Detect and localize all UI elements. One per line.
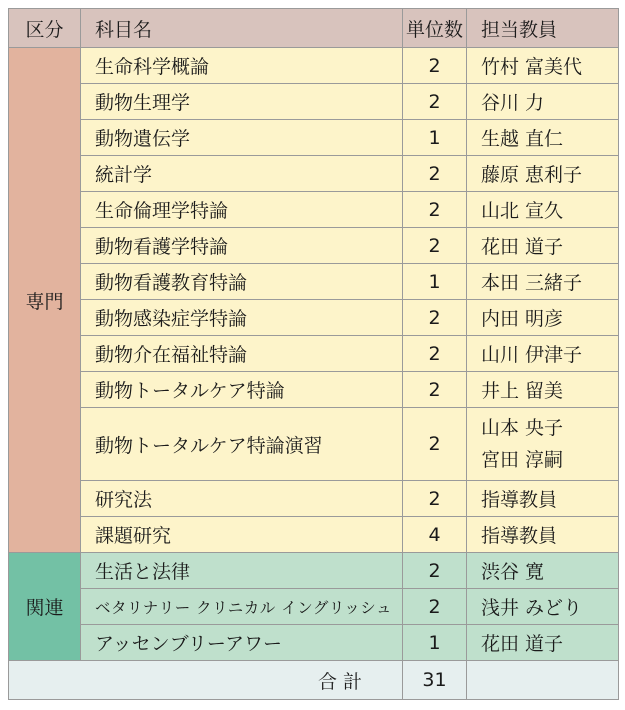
teacher-cell: 生越 直仁 (467, 120, 619, 156)
units-cell: 2 (403, 336, 467, 372)
total-row (9, 661, 619, 700)
table-row (9, 84, 619, 120)
teacher-cell: 渋谷 寛 (467, 553, 619, 589)
units-cell: 2 (403, 408, 467, 481)
teacher-cell: 藤原 恵利子 (467, 156, 619, 192)
total-label: 合計 (9, 661, 403, 700)
subject-cell: アッセンブリーアワー (81, 625, 403, 661)
subject-cell: 動物トータルケア特論 (81, 372, 403, 408)
teacher-cell: 花田 道子 (467, 228, 619, 264)
subject-cell: 生命倫理学特論 (81, 192, 403, 228)
units-cell: 2 (403, 192, 467, 228)
units-cell: 2 (403, 481, 467, 517)
header-subject: 科目名 (81, 9, 403, 48)
subject-cell: 動物介在福祉特論 (81, 336, 403, 372)
units-cell: 2 (403, 553, 467, 589)
units-cell: 1 (403, 264, 467, 300)
subject-cell: 研究法 (81, 481, 403, 517)
subject-cell: ベタリナリー クリニカル イングリッシュ (81, 589, 403, 625)
table-row (9, 336, 619, 372)
table-row (9, 589, 619, 625)
teacher-cell: 内田 明彦 (467, 300, 619, 336)
units-cell: 1 (403, 120, 467, 156)
table-row (9, 481, 619, 517)
teacher-cell: 井上 留美 (467, 372, 619, 408)
subject-cell: 動物感染症学特論 (81, 300, 403, 336)
units-cell: 2 (403, 48, 467, 84)
table-row (9, 408, 619, 481)
teacher-cell: 山川 伊津子 (467, 336, 619, 372)
header-category: 区分 (9, 9, 81, 48)
table-row (9, 372, 619, 408)
teacher-cell: 指導教員 (467, 517, 619, 553)
teacher-name: 山本 央子 (481, 417, 564, 439)
table-row (9, 517, 619, 553)
table-row (9, 192, 619, 228)
units-cell: 4 (403, 517, 467, 553)
header-teacher: 担当教員 (467, 9, 619, 48)
category-kanren: 関連 (9, 553, 81, 661)
units-cell: 1 (403, 625, 467, 661)
subject-cell: 生活と法律 (81, 553, 403, 589)
units-cell: 2 (403, 372, 467, 408)
units-cell: 2 (403, 84, 467, 120)
teacher-cell: 谷川 力 (467, 84, 619, 120)
table-row (9, 228, 619, 264)
units-cell: 2 (403, 589, 467, 625)
subject-cell: 動物看護学特論 (81, 228, 403, 264)
curriculum-table (8, 8, 619, 700)
subject-cell: 動物看護教育特論 (81, 264, 403, 300)
table-row (9, 625, 619, 661)
units-cell: 2 (403, 228, 467, 264)
table-row (9, 553, 619, 589)
teacher-cell: 山北 宣久 (467, 192, 619, 228)
teacher-name: 宮田 淳嗣 (481, 449, 564, 471)
teacher-cell (467, 408, 619, 481)
teacher-cell: 本田 三緒子 (467, 264, 619, 300)
teacher-cell: 竹村 富美代 (467, 48, 619, 84)
table-row (9, 264, 619, 300)
subject-cell: 統計学 (81, 156, 403, 192)
table-row (9, 156, 619, 192)
header-units: 単位数 (403, 9, 467, 48)
category-senmon: 専門 (9, 48, 81, 553)
teacher-cell: 指導教員 (467, 481, 619, 517)
teacher-cell: 浅井 みどり (467, 589, 619, 625)
header-row (9, 9, 619, 48)
total-empty-cell (467, 661, 619, 700)
subject-cell: 課題研究 (81, 517, 403, 553)
teacher-cell: 花田 道子 (467, 625, 619, 661)
subject-cell: 動物トータルケア特論演習 (81, 408, 403, 481)
subject-cell: 動物生理学 (81, 84, 403, 120)
table-row (9, 48, 619, 84)
subject-cell: 動物遺伝学 (81, 120, 403, 156)
subject-cell: 生命科学概論 (81, 48, 403, 84)
total-units: 31 (403, 661, 467, 700)
units-cell: 2 (403, 300, 467, 336)
table-row (9, 120, 619, 156)
table-row (9, 300, 619, 336)
units-cell: 2 (403, 156, 467, 192)
